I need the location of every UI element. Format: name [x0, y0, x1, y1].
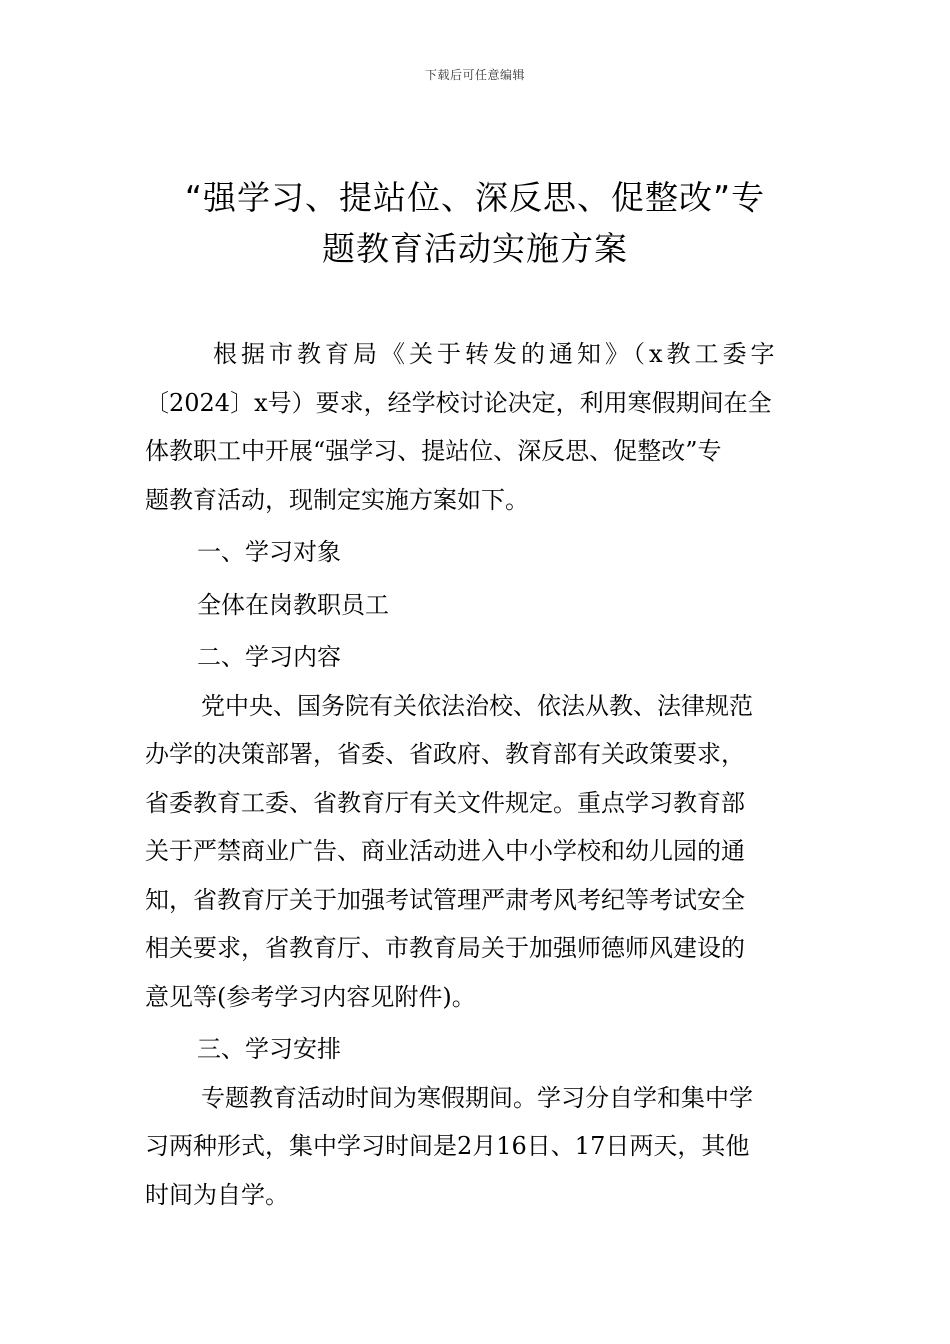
document-body: [145, 330, 808, 1219]
section2-line: 相关要求，省教育厅、市教育局关于加强师德师风建设的: [145, 934, 745, 962]
intro-line-1: 根据市教育局《关于转发的通知》（x教工委字: [213, 340, 779, 368]
section-heading-1: 一、学习对象: [197, 538, 341, 566]
intro-line-4: 题教育活动，现制定实施方案如下。: [145, 485, 529, 514]
section-heading-3: 三、学习安排: [197, 1035, 341, 1063]
section-heading-2: 二、学习内容: [197, 643, 341, 671]
section2-line: 知，省教育厅关于加强考试管理严肃考风考纪等考试安全: [145, 885, 745, 914]
section3-line: 习两种形式，集中学习时间是2月16日、17日两天，其他: [145, 1132, 750, 1160]
intro-paragraph: [145, 330, 808, 524]
section2-line: 党中央、国务院有关依法治校、依法从教、法律规范: [201, 691, 753, 720]
section2-line: 省委教育工委、省教育厅有关文件规定。重点学习教育部: [145, 788, 745, 817]
section3-line: 专题教育活动时间为寒假期间。学习分自学和集中学: [201, 1083, 753, 1112]
intro-line-2: 〔2024〕x号）要求，经学校讨论决定，利用寒假期间在全: [145, 388, 772, 417]
title-line-2: 题教育活动实施方案: [322, 229, 628, 268]
section2-line: 关于严禁商业广告、商业活动进入中小学校和幼儿园的通: [145, 837, 745, 865]
intro-line-3: 体教职工中开展“强学习、提站位、深反思、促整改”专: [145, 437, 722, 465]
title-line-1: “强学习、提站位、深反思、促整改”专: [184, 178, 766, 217]
section-paragraph-2: [145, 682, 808, 1022]
section-paragraph-3: [145, 1074, 808, 1220]
document-title: [150, 172, 800, 274]
section2-line: 意见等(参考学习内容见附件)。: [145, 982, 476, 1011]
page-header-note: 下载后可任意编辑: [424, 68, 525, 82]
section3-line: 时间为自学。: [145, 1180, 289, 1209]
section-content-1: 全体在岗教职员工: [197, 590, 389, 619]
section2-line: 办学的决策部署，省委、省政府、教育部有关政策要求，: [145, 740, 745, 768]
